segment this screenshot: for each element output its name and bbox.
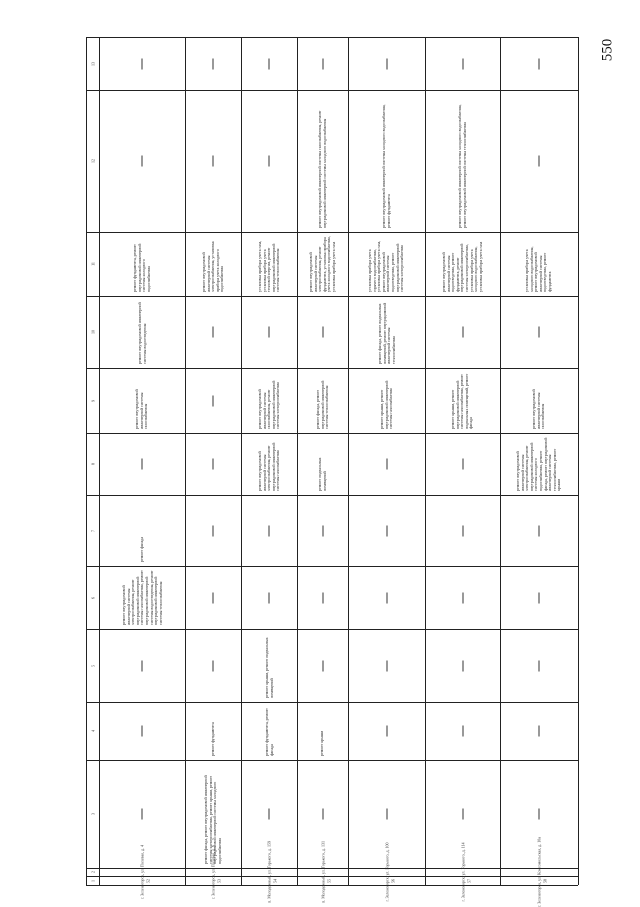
empty-dash — [462, 58, 463, 69]
work-description: ремонт фундамента, ремонт фасада — [263, 708, 274, 756]
work-description: установка прибора учета холодного водоснабжения, ремонт внутридомовой инженерной системы водоотведения, ремонт фундамента — [524, 246, 552, 292]
grid-line-vertical — [86, 37, 87, 885]
work-description: ремонт крыши — [319, 730, 324, 756]
empty-dash — [386, 592, 387, 603]
grid-line-vertical — [348, 37, 349, 885]
column-number: 12 — [90, 159, 95, 163]
empty-dash — [213, 156, 214, 167]
row-address: г. Зеленогорск, ул. Комсомольская, д. 10а — [536, 837, 542, 907]
grid-line-horizontal — [86, 296, 578, 297]
grid-line-vertical — [578, 37, 579, 885]
grid-line-vertical — [99, 37, 100, 885]
row-address: г. Зеленогорск, ул. Полевая, д. 4 — [139, 844, 145, 900]
column-number: 7 — [90, 529, 95, 532]
work-description: ремонт внутридомовой инженерной системы газоснабжения — [134, 389, 149, 429]
work-description: ремонт внутридомовой инженерной системы водоотведения, ремонт фундамента, ремонт внутридомовой инженерной системы электроснабжения, установка прибора учета холодного водоснабжения, установка прибора учета газа — [441, 241, 483, 292]
column-number: 11 — [90, 262, 95, 266]
empty-dash — [269, 58, 270, 69]
column-number: 5 — [90, 664, 95, 667]
grid-line-horizontal — [86, 868, 578, 869]
empty-dash — [322, 525, 323, 536]
empty-dash — [213, 395, 214, 406]
work-description: ремонт внутридомовой инженерной системы электроснабжения, ремонт внутридомовой инженерной системы холодного водоснабжения, ремонт фасада, ремонт внутридомовой инженерной системы теплоснабжения, ремонт крыши — [515, 437, 562, 491]
row-address: г. Зеленогорск, ул. Горького, д. 100 — [384, 842, 389, 902]
row-number: 58 — [542, 878, 548, 883]
row-number: 54 — [272, 878, 278, 883]
empty-dash — [269, 327, 270, 338]
empty-dash — [213, 459, 214, 470]
grid-line-horizontal — [86, 876, 578, 877]
column-number: 2 — [90, 871, 95, 873]
grid-line-horizontal — [86, 368, 578, 369]
row-number: 53 — [216, 878, 222, 883]
work-description: установка прибора учета газа, установка прибора учета тепловой энергии, ремонт внутридомовой инженерной системы теплоснабжения — [256, 240, 280, 292]
empty-dash — [539, 726, 540, 737]
grid-line-vertical — [297, 37, 298, 885]
empty-dash — [386, 459, 387, 470]
work-description: ремонт внутридомовой инженерной системы электроснабжения, ремонт внутридомовой инженерной системы газоснабжения — [256, 442, 280, 491]
empty-dash — [142, 809, 143, 820]
work-description: ремонт внутридомовой инженерной системы холодного водоснабжения, ремонт фундамента — [381, 104, 391, 228]
empty-dash — [386, 58, 387, 69]
column-number: 1 — [90, 879, 95, 882]
column-number: 4 — [90, 730, 95, 732]
empty-dash — [213, 58, 214, 69]
empty-dash — [322, 809, 323, 820]
empty-dash — [539, 809, 540, 820]
work-description: ремонт внутридомовой инженерной системы электроснабжения, установка прибора учета холодного водоснабжения — [200, 241, 224, 292]
work-description: установка прибора учета горячего водоснабжения, установка прибора учета газа, ремонт внутридомовой инженерной системы водоотведения, ремонт внутридомовой инженерной системы электроснабжения — [367, 240, 405, 292]
empty-dash — [386, 726, 387, 737]
work-description: ремонт фасада, ремонт внутридомовой инженерной системы электроснабжения, ремонт крыши, ремонт внутридомовой инженерной системы холодного водоснабжения — [203, 775, 222, 864]
empty-dash — [269, 809, 270, 820]
grid-line-vertical — [241, 37, 242, 885]
grid-line-horizontal — [86, 232, 578, 233]
empty-dash — [462, 525, 463, 536]
grid-line-vertical — [425, 37, 426, 885]
work-description: ремонт крыши, ремонт внутридомовой инженерной системы газоснабжения, ремонт подвальных помещений, ремонт фасада — [450, 373, 474, 429]
empty-dash — [462, 726, 463, 737]
empty-dash — [539, 592, 540, 603]
work-description: ремонт фасада, ремонт подвальных помещений, ремонт внутридомовой инженерной системы теплоснабжения — [376, 302, 396, 364]
column-number: 9 — [90, 399, 95, 402]
work-description: ремонт фасада, ремонт внутридомовой инженерной системы теплоснабжения — [314, 380, 329, 429]
empty-dash — [322, 327, 323, 338]
work-description: ремонт внутридомовой инженерной системы газоснабжения, ремонт внутридомовой инженерной системы холодного водоснабжения — [317, 110, 327, 228]
work-description: ремонт внутридомовой инженерной системы газоснабжения — [531, 389, 546, 429]
grid-line-horizontal — [86, 760, 578, 761]
work-description: ремонт внутридомовой инженерной системы холодного водоснабжения, ремонт внутридомовой инженерной системы теплоснабжения — [457, 104, 467, 228]
empty-dash — [539, 58, 540, 69]
empty-dash — [539, 156, 540, 167]
row-address: г. Зеленогорск, ул. Полевая, д. 6 — [210, 844, 216, 900]
grid-line-horizontal — [86, 629, 578, 630]
empty-dash — [269, 525, 270, 536]
empty-dash — [269, 156, 270, 167]
work-description: ремонт фундамента, ремонт внутридомовой инженерной системы холодного водоснабжения — [132, 243, 151, 292]
empty-dash — [142, 660, 143, 671]
row-number: 56 — [390, 878, 395, 883]
empty-dash — [462, 660, 463, 671]
grid-line-horizontal — [86, 37, 578, 38]
row-address: п. Молодежный, ул. Горького, д. 131 — [320, 841, 325, 903]
column-number: 3 — [90, 813, 95, 815]
empty-dash — [462, 592, 463, 603]
page-number: 550 — [599, 38, 616, 62]
work-description: ремонт внутридомовой инженерной системы водоотведения — [136, 302, 147, 364]
grid-line-horizontal — [86, 433, 578, 434]
work-description: ремонт фасада — [138, 537, 144, 562]
empty-dash — [462, 327, 463, 338]
empty-dash — [322, 58, 323, 69]
column-number: 10 — [90, 330, 95, 334]
column-number: 6 — [90, 596, 95, 599]
work-description: ремонт крыши, ремонт внутридомовой инженерной системы газоснабжения — [378, 380, 393, 429]
empty-dash — [322, 660, 323, 671]
row-number: 52 — [145, 878, 151, 883]
empty-dash — [213, 525, 214, 536]
empty-dash — [462, 459, 463, 470]
grid-line-horizontal — [86, 495, 578, 496]
grid-line-vertical — [185, 37, 186, 885]
empty-dash — [213, 660, 214, 671]
row-number: 55 — [326, 878, 331, 883]
work-description: ремонт внутридомовой инженерной системы газоснабжения, ремонт внутридомовой инженерной системы электроснабжения — [256, 380, 280, 429]
grid-line-horizontal — [86, 90, 578, 91]
empty-dash — [142, 726, 143, 737]
work-description: ремонт фундамента — [209, 722, 215, 756]
empty-dash — [142, 459, 143, 470]
empty-dash — [213, 592, 214, 603]
work-description: ремонт крыши, ремонт подвальных помещений — [263, 637, 274, 698]
empty-dash — [213, 327, 214, 338]
grid-line-horizontal — [86, 566, 578, 567]
column-number: 13 — [90, 61, 95, 66]
empty-dash — [539, 525, 540, 536]
column-number: 8 — [90, 463, 95, 465]
grid-line-horizontal — [86, 702, 578, 703]
work-description: ремонт внутридомовой инженерной системы электроснабжения, ремонт внутридомовой инженерной системы газоснабжения, ремонт внутридомовой инженерной системы водоотведения, ремонт внутридомовой инженерной системы теплоснабжения — [120, 570, 163, 625]
empty-dash — [322, 592, 323, 603]
empty-dash — [539, 327, 540, 338]
grid-line-horizontal — [86, 885, 578, 886]
empty-dash — [539, 660, 540, 671]
grid-line-vertical — [500, 37, 501, 885]
empty-dash — [142, 156, 143, 167]
empty-dash — [386, 525, 387, 536]
empty-dash — [386, 660, 387, 671]
work-description: ремонт подвальных помещений — [317, 457, 327, 491]
empty-dash — [142, 58, 143, 69]
empty-dash — [386, 809, 387, 820]
row-number: 57 — [466, 878, 471, 883]
work-description: ремонт внутридомовой инженерной системы электроснабжения, ремонт фундамента, установка прибора учета холодного водоснабжения, установка прибора учета газа — [307, 236, 336, 292]
empty-dash — [462, 809, 463, 820]
row-address: г. Зеленогорск, ул. Горького, д. 114 — [460, 842, 465, 902]
empty-dash — [269, 592, 270, 603]
row-address: п. Молодежный, ул. Горького, д. 159 — [266, 841, 272, 903]
